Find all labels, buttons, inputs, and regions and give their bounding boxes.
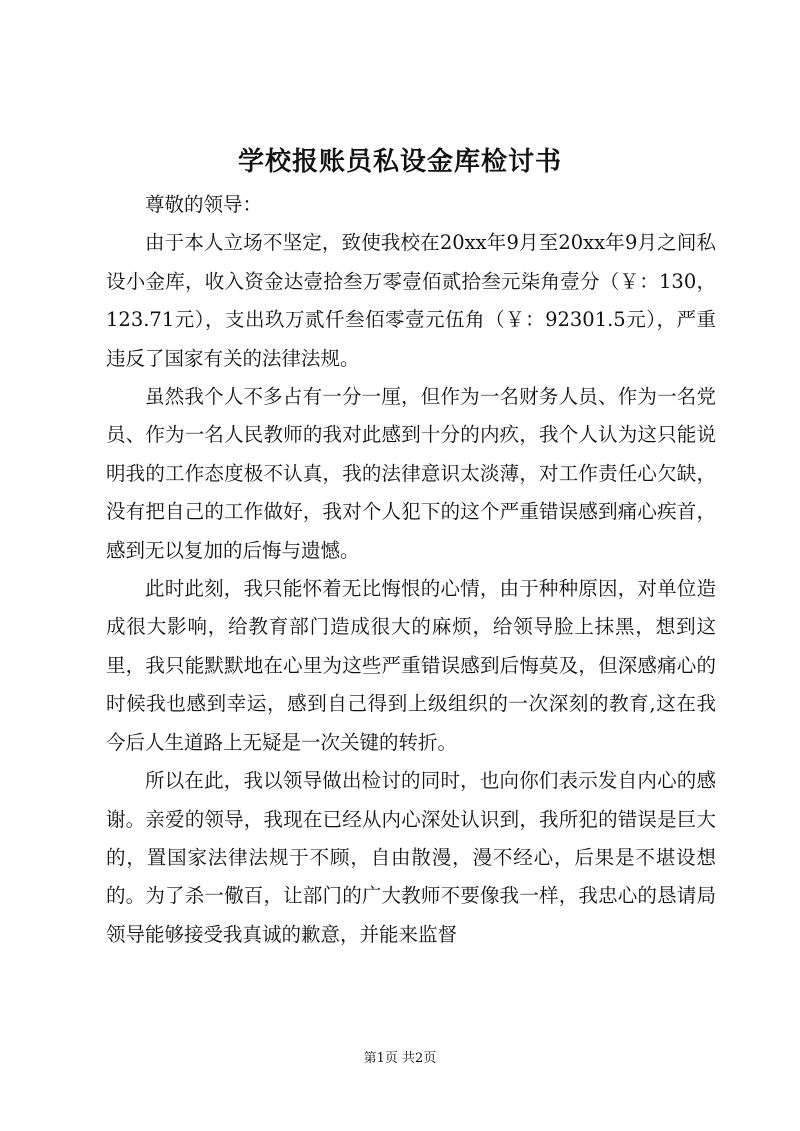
page-number-footer: 第1页 共2页 bbox=[363, 1051, 437, 1066]
salutation: 尊敬的领导： bbox=[145, 193, 263, 216]
document-body bbox=[106, 186, 716, 954]
paragraph-2: 虽然我个人不多占有一分一厘，但作为一名财务人员、作为一名党员、作为一名人民教师的我对此感到十分的内疚，我个人认为这只能说明我的工作态度极不认真，我的法律意识太淡薄，对工作责任心欠缺，没有把自己的工作做好，我对个人犯下的这个严重错误感到痛心疾首，感到无以复加的后悔与遗憾。 bbox=[106, 385, 716, 562]
paragraph-4: 所以在此，我以领导做出检讨的同时，也向你们表示发自内心的感谢。亲爱的领导，我现在已经从内心深处认识到，我所犯的错误是巨大的，置国家法律法规于不顾，自由散漫，漫不经心，后果是不堪设想的。为了杀一儆百，让部门的广大教师不要像我一样，我忠心的恳请局领导能够接受我真诚的歉意，并能来监督 bbox=[106, 769, 716, 946]
paragraph-3: 此时此刻，我只能怀着无比悔恨的心情，由于种种原因，对单位造成很大影响，给教育部门造成很大的麻烦，给领导脸上抹黑，想到这里，我只能默默地在心里为这些严重错误感到后悔莫及，但深感痛心的时候我也感到幸运，感到自己得到上级组织的一次深刻的教育,这在我今后人生道路上无疑是一次关键的转折。 bbox=[106, 577, 716, 754]
document-title: 学校报账员私设金库检讨书 bbox=[237, 147, 562, 177]
paragraph-1: 由于本人立场不坚定，致使我校在20xx年9月至20xx年9月之间私设小金库，收入资金达壹拾叁万零壹佰贰拾叁元柒角壹分（￥：130，123.71元），支出玖万贰仟叁佰零壹元伍角（￥：92301.5元），严重违反了国家有关的法律法规。 bbox=[106, 231, 716, 370]
